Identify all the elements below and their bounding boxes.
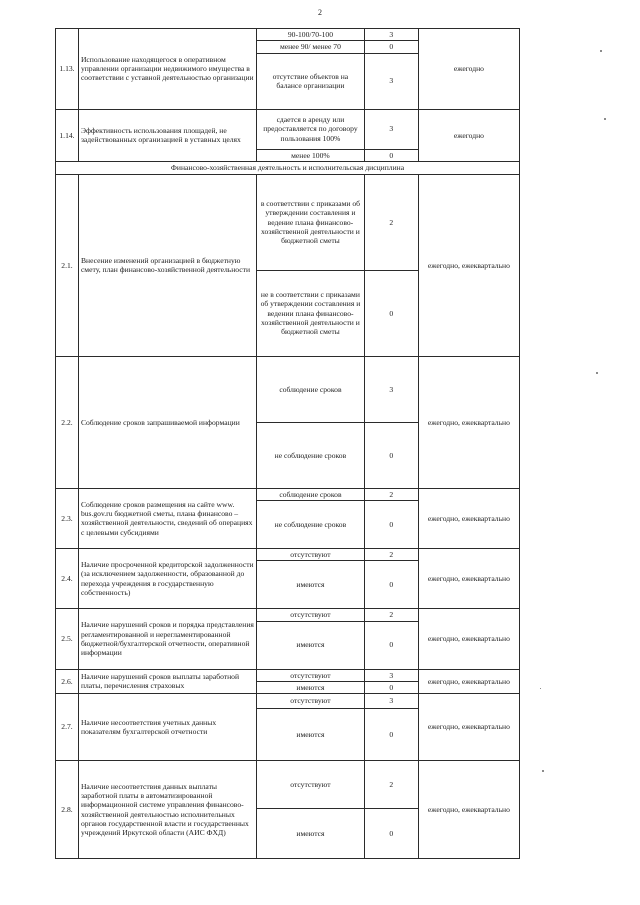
condition-score: 3 — [364, 694, 418, 709]
criterion-number: 2.2. — [56, 356, 79, 488]
condition-text: 90-100/70-100 — [257, 29, 364, 41]
criterion-row — [56, 761, 520, 809]
criterion-row — [56, 356, 520, 422]
condition-score: 0 — [364, 501, 418, 549]
condition-score: 0 — [364, 561, 418, 609]
condition-score: 0 — [364, 270, 418, 356]
scan-speck — [600, 50, 602, 52]
condition-score: 2 — [364, 609, 418, 621]
criteria-table-container — [55, 28, 520, 859]
section-row — [56, 161, 520, 174]
condition-text: имеются — [257, 809, 364, 859]
scan-speck — [604, 118, 606, 120]
condition-score: 0 — [364, 41, 418, 53]
criterion-period: ежегодно, ежеквартально — [418, 669, 519, 694]
criterion-name: Наличие несоответствия данных выплаты заработной платы в автоматизированной информационной системе управления финансово-хозяйственной деятельностью исполнительных органов государственной власти и государственных учреждений Иркутской области (АИС ФХД) — [78, 761, 256, 859]
condition-text: в соответствии с приказами об утверждении составления и ведение плана финансово-хозяйственной деятельности и бюджетной сметы — [257, 174, 364, 270]
condition-text: имеются — [257, 681, 364, 693]
condition-text: не соблюдение сроков — [257, 501, 364, 549]
criterion-row — [56, 174, 520, 270]
criterion-row — [56, 694, 520, 709]
condition-text: отсутствуют — [257, 609, 364, 621]
criterion-name: Использование находящегося в оперативном управлении организации недвижимого имущества в соответствии с уставной деятельностью организации — [78, 29, 256, 110]
condition-text: отсутствуют — [257, 694, 364, 709]
condition-score: 0 — [364, 681, 418, 693]
condition-score: 3 — [364, 109, 418, 149]
criterion-period: ежегодно, ежеквартально — [418, 356, 519, 488]
condition-score: 2 — [364, 488, 418, 500]
criterion-period: ежегодно — [418, 109, 519, 161]
criterion-number: 2.3. — [56, 488, 79, 548]
criterion-row — [56, 29, 520, 41]
criterion-period: ежегодно, ежеквартально — [418, 761, 519, 859]
condition-text: сдается в аренду или предоставляется по договору пользования 100% — [257, 109, 364, 149]
condition-score: 0 — [364, 621, 418, 669]
criterion-row — [56, 609, 520, 621]
scan-speck — [596, 372, 598, 374]
condition-text: имеются — [257, 561, 364, 609]
criterion-name: Наличие несоответствия учетных данных показателям бухгалтерской отчетности — [78, 694, 256, 761]
condition-score: 2 — [364, 761, 418, 809]
condition-text: соблюдение сроков — [257, 488, 364, 500]
criterion-number: 1.13. — [56, 29, 79, 110]
scan-speck — [542, 770, 544, 772]
condition-text: отсутствуют — [257, 761, 364, 809]
criterion-period: ежегодно, ежеквартально — [418, 694, 519, 761]
criterion-number: 2.5. — [56, 609, 79, 669]
criterion-number: 2.4. — [56, 549, 79, 609]
condition-text: отсутствуют — [257, 669, 364, 681]
condition-score: 2 — [364, 549, 418, 561]
criterion-row — [56, 549, 520, 561]
criterion-number: 2.6. — [56, 669, 79, 694]
scan-speck — [540, 688, 541, 689]
condition-score: 3 — [364, 669, 418, 681]
condition-text: имеются — [257, 709, 364, 761]
condition-score: 0 — [364, 709, 418, 761]
criterion-row — [56, 488, 520, 500]
condition-score: 0 — [364, 422, 418, 488]
criteria-table — [55, 28, 520, 859]
criterion-name: Наличие просроченной кредиторской задолженности (за исключением задолженности, образованной до перехода учреждения в государственную собственность) — [78, 549, 256, 609]
criterion-period: ежегодно, ежеквартально — [418, 488, 519, 548]
criterion-name: Эффективность использования площадей, не задействованных организацией в уставных целях — [78, 109, 256, 161]
criterion-name: Внесение изменений организацией в бюджетную смету, план финансово-хозяйственной деятельности — [78, 174, 256, 356]
section-header-body — [56, 161, 520, 174]
criteria-rows-bottom — [56, 174, 520, 858]
condition-text: менее 100% — [257, 149, 364, 161]
criterion-number: 2.7. — [56, 694, 79, 761]
condition-text: соблюдение сроков — [257, 356, 364, 422]
criterion-period: ежегодно — [418, 29, 519, 110]
criterion-name: Наличие нарушений сроков выплаты заработной платы, перечисления страховых — [78, 669, 256, 694]
condition-score: 3 — [364, 356, 418, 422]
criterion-name: Наличие нарушений сроков и порядка представления регламентированной и нерегламентированной бюджетной/бухгалтерской отчетности, оперативной информации — [78, 609, 256, 669]
criterion-period: ежегодно, ежеквартально — [418, 609, 519, 669]
criterion-number: 2.8. — [56, 761, 79, 859]
condition-score: 0 — [364, 809, 418, 859]
criterion-name: Соблюдение сроков размещения на сайте www. bus.gov.ru бюджетной сметы, плана финансово – хозяйственной деятельности, сведений об операциях с целевыми субсидиями — [78, 488, 256, 548]
criterion-number: 2.1. — [56, 174, 79, 356]
condition-text: не в соответствии с приказами об утверждении составления и ведении плана финансово-хозяйственной деятельности и бюджетной сметы — [257, 270, 364, 356]
section-title: Финансово-хозяйственная деятельность и исполнительская дисциплина — [56, 161, 520, 174]
criterion-number: 1.14. — [56, 109, 79, 161]
criterion-row — [56, 109, 520, 149]
criterion-name: Соблюдение сроков запрашиваемой информации — [78, 356, 256, 488]
condition-text: не соблюдение сроков — [257, 422, 364, 488]
condition-text: менее 90/ менее 70 — [257, 41, 364, 53]
criterion-row — [56, 669, 520, 681]
condition-score: 0 — [364, 149, 418, 161]
condition-score: 3 — [364, 53, 418, 109]
criterion-period: ежегодно, ежеквартально — [418, 549, 519, 609]
page-number: 2 — [318, 8, 322, 17]
condition-text: имеются — [257, 621, 364, 669]
condition-text: отсутствуют — [257, 549, 364, 561]
condition-score: 3 — [364, 29, 418, 41]
criteria-rows-top — [56, 29, 520, 162]
condition-text: отсутствие объектов на балансе организации — [257, 53, 364, 109]
criterion-period: ежегодно, ежеквартально — [418, 174, 519, 356]
condition-score: 2 — [364, 174, 418, 270]
